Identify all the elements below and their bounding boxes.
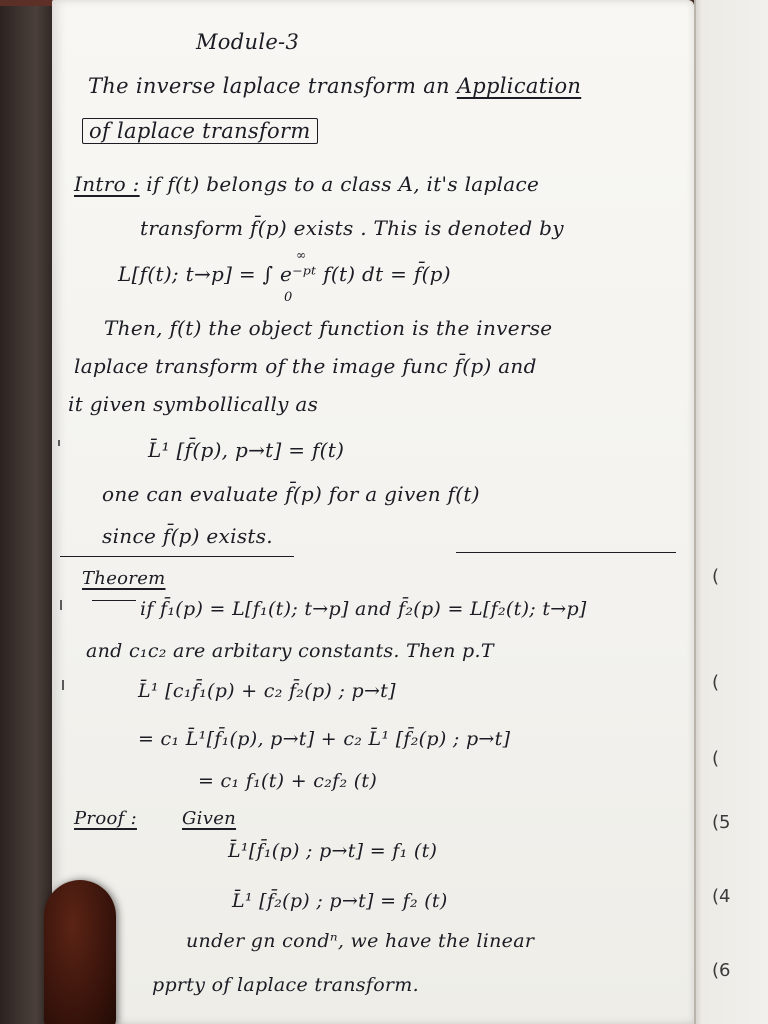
adjacent-page-edge <box>694 0 768 1024</box>
eval-line-2: since f̄(p) exists. <box>102 524 273 548</box>
eval-line-1: one can evaluate f̄(p) for a given f(t) <box>102 482 480 506</box>
given-eq-1: L̄¹[f̄₁(p) ; p→t] = f₁ (t) <box>228 840 438 862</box>
adjacent-fragment: (5 <box>712 812 731 833</box>
theorem-underline-extra <box>92 600 136 601</box>
theorem-label: Theorem <box>82 568 166 589</box>
theorem-eq-3: = c₁ f₁(t) + c₂f₂ (t) <box>198 770 378 792</box>
intro-label: Intro : <box>74 172 140 196</box>
inverse-formula: L̄¹ [f̄(p), p→t] = f(t) <box>148 438 345 462</box>
title-line-1 <box>88 74 581 98</box>
intro-line-1 <box>74 172 539 196</box>
given-eq-2: L̄¹ [f̄₂(p) ; p→t] = f₂ (t) <box>232 890 448 912</box>
theorem-eq-1: L̄¹ [c₁f̄₁(p) + c₂ f̄₂(p) ; p→t] <box>138 680 396 702</box>
title-line-2 <box>82 118 318 144</box>
intro-text-1: if f(t) belongs to a class A, it's laplace <box>146 172 540 196</box>
adjacent-fragment: ( <box>712 672 720 693</box>
theorem-line-1: if f̄₁(p) = L[f₁(t); t→p] and f̄₂(p) = L[f₂(t); t→p] <box>140 598 587 620</box>
then-line-2: laplace transform of the image func f̄(p) and <box>74 354 537 378</box>
finger-holding-notebook <box>44 880 116 1024</box>
title-boxed-text: of laplace transform <box>82 118 318 144</box>
margin-mark <box>62 680 64 690</box>
property-line: pprty of laplace transform. <box>152 974 419 996</box>
section-divider-left <box>60 556 294 557</box>
given-label: Given <box>182 808 237 829</box>
adjacent-fragment: ( <box>712 748 720 769</box>
adjacent-fragment: ( <box>712 566 720 587</box>
section-divider-right <box>456 552 676 553</box>
theorem-line-2: and c₁c₂ are arbitary constants. Then p.T <box>86 640 494 662</box>
integral-upper-limit: ∞ <box>296 248 307 262</box>
title-application: Application <box>456 74 582 98</box>
laplace-formula: L[f(t); t→p] = ∫ e⁻ᵖᵗ f(t) dt = f̄(p) <box>118 262 451 286</box>
then-line-3: it given symbollically as <box>68 392 319 416</box>
theorem-eq-2: = c₁ L̄¹[f̄₁(p), p→t] + c₂ L̄¹ [f̄₂(p) ; p→t] <box>138 728 511 750</box>
adjacent-fragment: (4 <box>712 886 731 907</box>
margin-mark <box>58 440 60 446</box>
margin-mark <box>60 600 62 610</box>
module-heading: Module-3 <box>196 30 300 54</box>
integral-lower-limit: 0 <box>284 290 293 305</box>
title-text: The inverse laplace transform an <box>88 74 450 98</box>
proof-label: Proof : <box>74 808 137 829</box>
then-line-1: Then, f(t) the object function is the inverse <box>104 316 553 340</box>
adjacent-fragment: (6 <box>712 960 731 981</box>
intro-line-2: transform f̄(p) exists . This is denoted by <box>140 216 564 240</box>
notebook-page <box>52 0 694 1024</box>
under-line: under gn condⁿ, we have the linear <box>186 930 535 952</box>
